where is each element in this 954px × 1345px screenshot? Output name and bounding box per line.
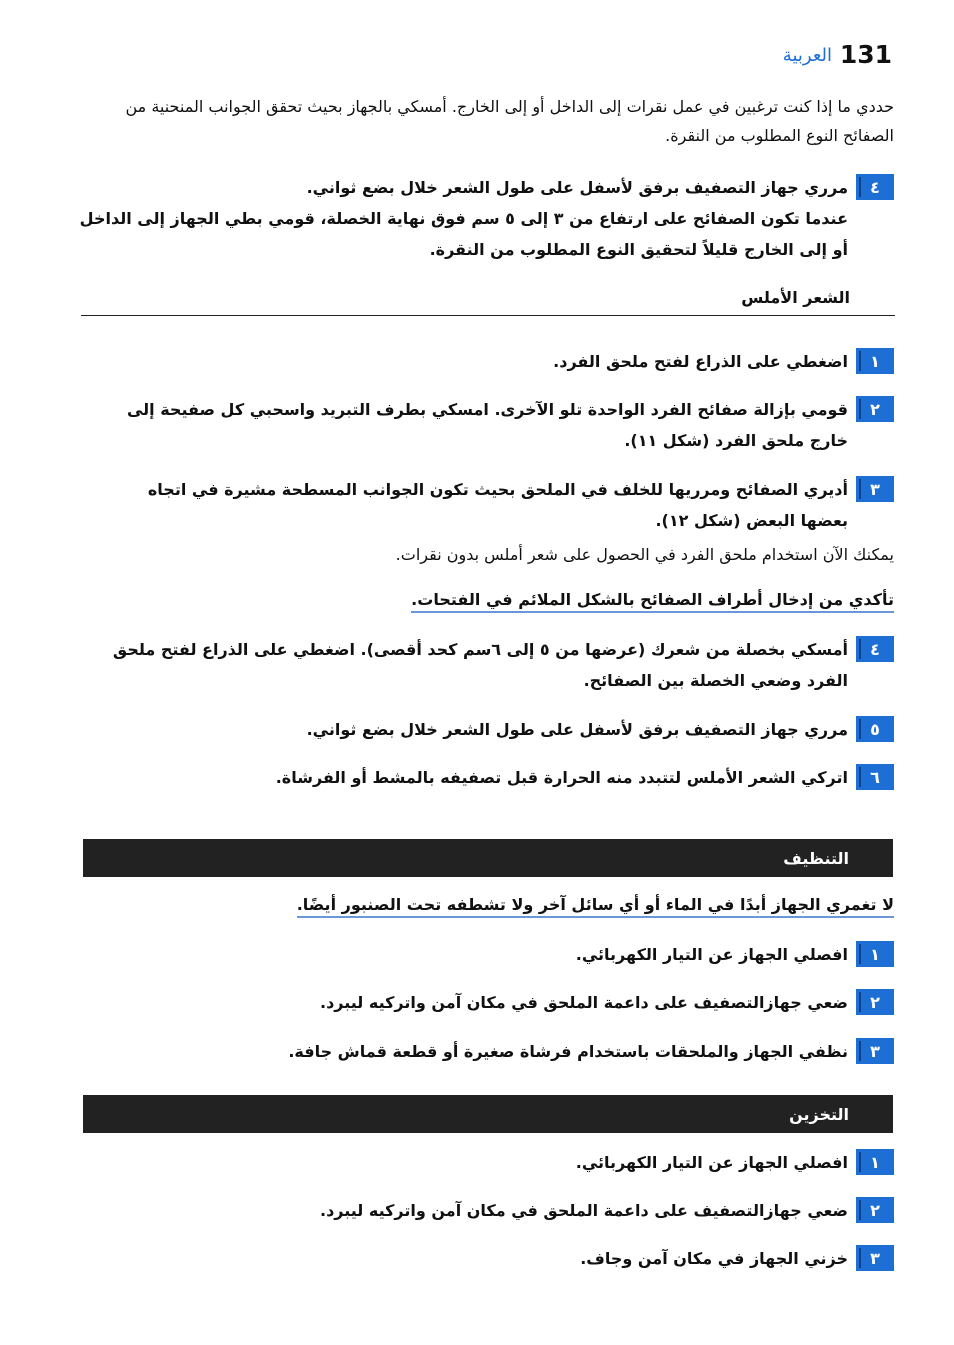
step-number-badge — [856, 1197, 894, 1223]
step-4-curl — [74, 172, 894, 265]
step-number-badge — [856, 1149, 894, 1175]
storage-step-3 — [84, 1243, 894, 1274]
step-number-badge — [856, 989, 894, 1015]
step-number: ١ — [870, 351, 880, 371]
smooth-step-3 — [99, 474, 894, 536]
storage-step-1 — [84, 1147, 894, 1178]
step-text: اتركي الشعر الأملس لتتبدد منه الحرارة قبل تصفيفه بالمشط أو الفرشاة. — [275, 768, 848, 787]
section-divider — [81, 315, 895, 316]
step-number: ١ — [870, 944, 880, 964]
step-text: أديري الصفائح ومرريها للخلف في الملحق بحيث تكون الجوانب المسطحة مشيرة في اتجاه بعضها البعض (شكل ١٢). — [147, 480, 848, 530]
step-number: ٢ — [870, 399, 880, 419]
storage-step-2 — [84, 1195, 894, 1226]
step-number-badge — [856, 764, 894, 790]
step-text: افصلي الجهاز عن التيار الكهربائي. — [575, 1153, 848, 1172]
cleaning-warning — [297, 895, 894, 914]
step-number: ٤ — [870, 177, 880, 197]
cleaning-step-1 — [84, 939, 894, 970]
smooth-step-1 — [84, 346, 894, 377]
cleaning-step-2 — [84, 987, 894, 1018]
step-number: ٣ — [870, 479, 880, 499]
step-text: خزني الجهاز في مكان آمن وجاف. — [580, 1249, 848, 1268]
intro-paragraph: حددي ما إذا كنت ترغبين في عمل نقرات إلى الداخل أو إلى الخارج. أمسكي بالجهاز بحيث تحقق الجوانب المنحنية من الصفائح النوع المطلوب من النقرة. — [125, 97, 894, 145]
step-number: ٥ — [870, 719, 880, 739]
warning-text: لا تغمري الجهاز أبدًا في الماء أو أي سائل آخر ولا تشطفه تحت الصنبور أيضًا. — [297, 895, 894, 918]
step-number: ٣ — [870, 1041, 880, 1061]
step-text: نظفي الجهاز والملحقات باستخدام فرشاة صغيرة أو قطعة قماش جافة. — [288, 1042, 848, 1061]
step-number: ٦ — [870, 767, 880, 787]
smooth-note: يمكنك الآن استخدام ملحق الفرد في الحصول على شعر أملس بدون نقرات. — [395, 545, 894, 564]
step-number-badge — [856, 348, 894, 374]
section-heading-storage: التخزين — [789, 1104, 849, 1124]
section-heading-cleaning: التنظيف — [783, 848, 849, 868]
step-number-badge — [856, 396, 894, 422]
step-number-badge — [856, 1038, 894, 1064]
page-number: 131 — [839, 40, 892, 69]
smooth-step-2 — [99, 394, 894, 456]
section-heading-smooth-hair: الشعر الأملس — [741, 288, 850, 307]
step-number-badge — [856, 1245, 894, 1271]
step-number: ٢ — [870, 1200, 880, 1220]
step-number-badge — [856, 174, 894, 200]
step-number: ١ — [870, 1152, 880, 1172]
page-language-label: العربية — [782, 45, 832, 66]
step-text: مرري جهاز التصفيف برفق لأسفل على طول الشعر خلال بضع ثواني. — [306, 720, 848, 739]
step-text: افصلي الجهاز عن التيار الكهربائي. — [575, 945, 848, 964]
step-detail: عندما تكون الصفائح على ارتفاع من ٣ إلى ٥ سم فوق نهاية الخصلة، قومي بطي الجهاز إلى الداخل أو إلى الخارج قليلاً لتحقيق النوع المطلوب من النقرة. — [79, 209, 848, 259]
step-text: اضغطي على الذراع لفتح ملحق الفرد. — [553, 352, 848, 371]
step-number: ٤ — [870, 639, 880, 659]
smooth-tip — [411, 590, 894, 609]
step-number: ٣ — [870, 1248, 880, 1268]
step-number-badge — [856, 941, 894, 967]
step-number-badge — [856, 636, 894, 662]
section-bar-cleaning — [83, 839, 893, 877]
step-number-badge — [856, 476, 894, 502]
step-number: ٢ — [870, 992, 880, 1012]
smooth-step-6 — [84, 762, 894, 793]
section-bar-storage — [83, 1095, 893, 1133]
cleaning-step-3 — [84, 1036, 894, 1067]
step-text: أمسكي بخصلة من شعرك (عرضها من ٥ إلى ٦سم كحد أقصى). اضغطي على الذراع لفتح ملحق الفرد وضعي الخصلة بين الصفائح. — [112, 640, 848, 690]
step-text: قومي بإزالة صفائح الفرد الواحدة تلو الآخرى. امسكي بطرف التبريد واسحبي كل صفيحة إلى خارج ملحق الفرد (شكل ١١). — [126, 400, 848, 450]
smooth-step-5 — [84, 714, 894, 745]
step-number-badge — [856, 716, 894, 742]
tip-text: تأكدي من إدخال أطراف الصفائح بالشكل الملائم في الفتحات. — [411, 590, 894, 613]
step-text: مرري جهاز التصفيف برفق لأسفل على طول الشعر خلال بضع ثواني. — [306, 178, 848, 197]
step-text: ضعي جهازالتصفيف على داعمة الملحق في مكان آمن واتركيه ليبرد. — [320, 1201, 848, 1220]
smooth-step-4 — [82, 634, 894, 696]
step-text: ضعي جهازالتصفيف على داعمة الملحق في مكان آمن واتركيه ليبرد. — [320, 993, 848, 1012]
